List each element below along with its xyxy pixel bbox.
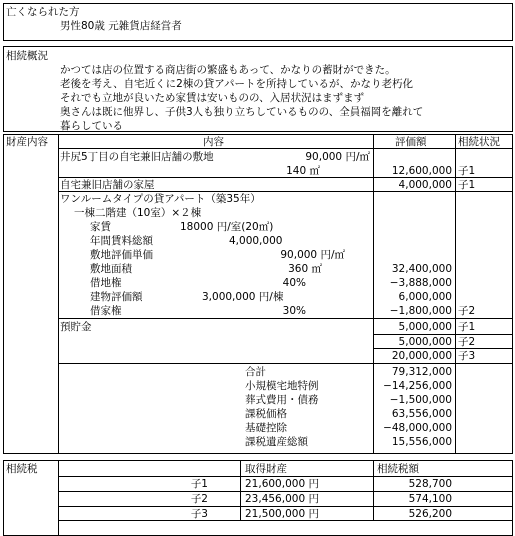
deceased-label: 亡くなられた方: [6, 6, 80, 18]
deposit-amount: 5,000,000: [398, 336, 452, 348]
summary-label: 小規模宅地特例: [245, 380, 319, 392]
summary-label: 課税価格: [245, 408, 287, 420]
tax-row-amount: 574,100: [408, 493, 452, 505]
apartment-heir: 子2: [458, 305, 476, 317]
header-content: 内容: [203, 136, 224, 148]
leasehold-value: 40%: [282, 277, 306, 289]
house-name: 自宅兼旧店舗の家屋: [60, 179, 155, 191]
deposit-heir: 子3: [458, 350, 476, 362]
overview-line: 暮らしている: [60, 120, 123, 132]
tax-row-amount: 526,200: [408, 508, 452, 520]
deposit-heir: 子1: [458, 321, 476, 333]
rent-label: 家賃: [90, 221, 111, 233]
tenant-right-value: 30%: [282, 305, 306, 317]
col-property-header: 取得財産: [245, 463, 287, 475]
building-label: 建物評価額: [90, 291, 143, 303]
house-heir: 子1: [458, 179, 476, 191]
annual-rent-value: 4,000,000: [229, 235, 283, 247]
header-status: 相続状況: [458, 136, 500, 148]
building-amount: 6,000,000: [398, 291, 452, 303]
deposit-heir: 子2: [458, 336, 476, 348]
summary-value: −48,000,000: [383, 422, 452, 434]
tax-row-amount: 528,700: [408, 478, 452, 490]
summary-value: 63,556,000: [391, 408, 452, 420]
summary-label: 課税遺産総額: [245, 436, 308, 448]
tax-row-heir: 子3: [190, 508, 208, 520]
overview-line: 老後を考え、自宅近くに2棟の貸アパートを所持しているが、かなり老朽化: [60, 78, 413, 90]
deposit-amount: 20,000,000: [391, 350, 452, 362]
overview-line: それでも立地が良いため家賃は安いものの、入居状況はまずまず: [60, 92, 365, 104]
overview-line: 奥さんは既に他界し、子供3人も独り立ちしているものの、全員福岡を離れて: [60, 106, 424, 118]
summary-label: 基礎控除: [245, 422, 287, 434]
overview-line: かつては店の位置する商店街の繁盛もあって、かなりの蓄財ができた。: [60, 64, 396, 76]
header-value: 評価額: [395, 136, 427, 148]
land-value: 12,600,000: [391, 165, 452, 177]
summary-label: 合計: [245, 366, 266, 378]
tenant-right-amount: −1,800,000: [389, 305, 452, 317]
tax-row-property: 23,456,000 円: [245, 493, 319, 505]
annual-rent-label: 年間賃料総額: [90, 235, 153, 247]
site-price-value: 90,000 円/㎡: [280, 249, 345, 261]
summary-label: 葬式費用・債務: [245, 394, 319, 406]
tax-label: 相続税: [6, 463, 38, 475]
tax-row-heir: 子1: [190, 478, 208, 490]
leasehold-amount: −3,888,000: [389, 277, 452, 289]
site-area-label: 敷地面積: [90, 263, 132, 275]
summary-value: 15,556,000: [391, 436, 452, 448]
summary-value: 79,312,000: [391, 366, 452, 378]
col-divider: [58, 134, 59, 454]
tax-row-property: 21,500,000 円: [245, 508, 319, 520]
apartment-name: ワンルームタイプの貸アパート（築35年）: [60, 193, 261, 205]
deceased-description: 男性80歳 元雑貨店経営者: [60, 20, 182, 32]
land-heir: 子1: [458, 165, 476, 177]
site-area-value: 360 ㎡: [288, 263, 322, 275]
tax-row-property: 21,600,000 円: [245, 478, 319, 490]
col-divider: [455, 134, 456, 454]
leasehold-label: 借地権: [90, 277, 122, 289]
land-name: 井尻5丁目の自宅兼旧店舗の敷地: [60, 151, 214, 163]
land-unit-price: 90,000 円/㎡: [305, 151, 370, 163]
building-value: 3,000,000 円/棟: [202, 291, 284, 303]
deposit-amount: 5,000,000: [398, 321, 452, 333]
land-area: 140 ㎡: [286, 165, 320, 177]
site-price-label: 敷地評価単価: [90, 249, 153, 261]
tenant-right-label: 借家権: [90, 305, 122, 317]
apartment-structure: 一棟二階建（10室）×２棟: [74, 207, 202, 219]
summary-value: −14,256,000: [383, 380, 452, 392]
rent-value: 18000 円/室(20㎡): [180, 221, 274, 233]
site-area-amount: 32,400,000: [391, 263, 452, 275]
overview-label: 相続概況: [6, 50, 48, 62]
summary-value: −1,500,000: [389, 394, 452, 406]
tax-row-heir: 子2: [190, 493, 208, 505]
deposits-label: 預貯金: [60, 321, 92, 333]
assets-label: 財産内容: [6, 136, 48, 148]
col-tax-header: 相続税額: [377, 463, 419, 475]
house-value: 4,000,000: [398, 179, 452, 191]
